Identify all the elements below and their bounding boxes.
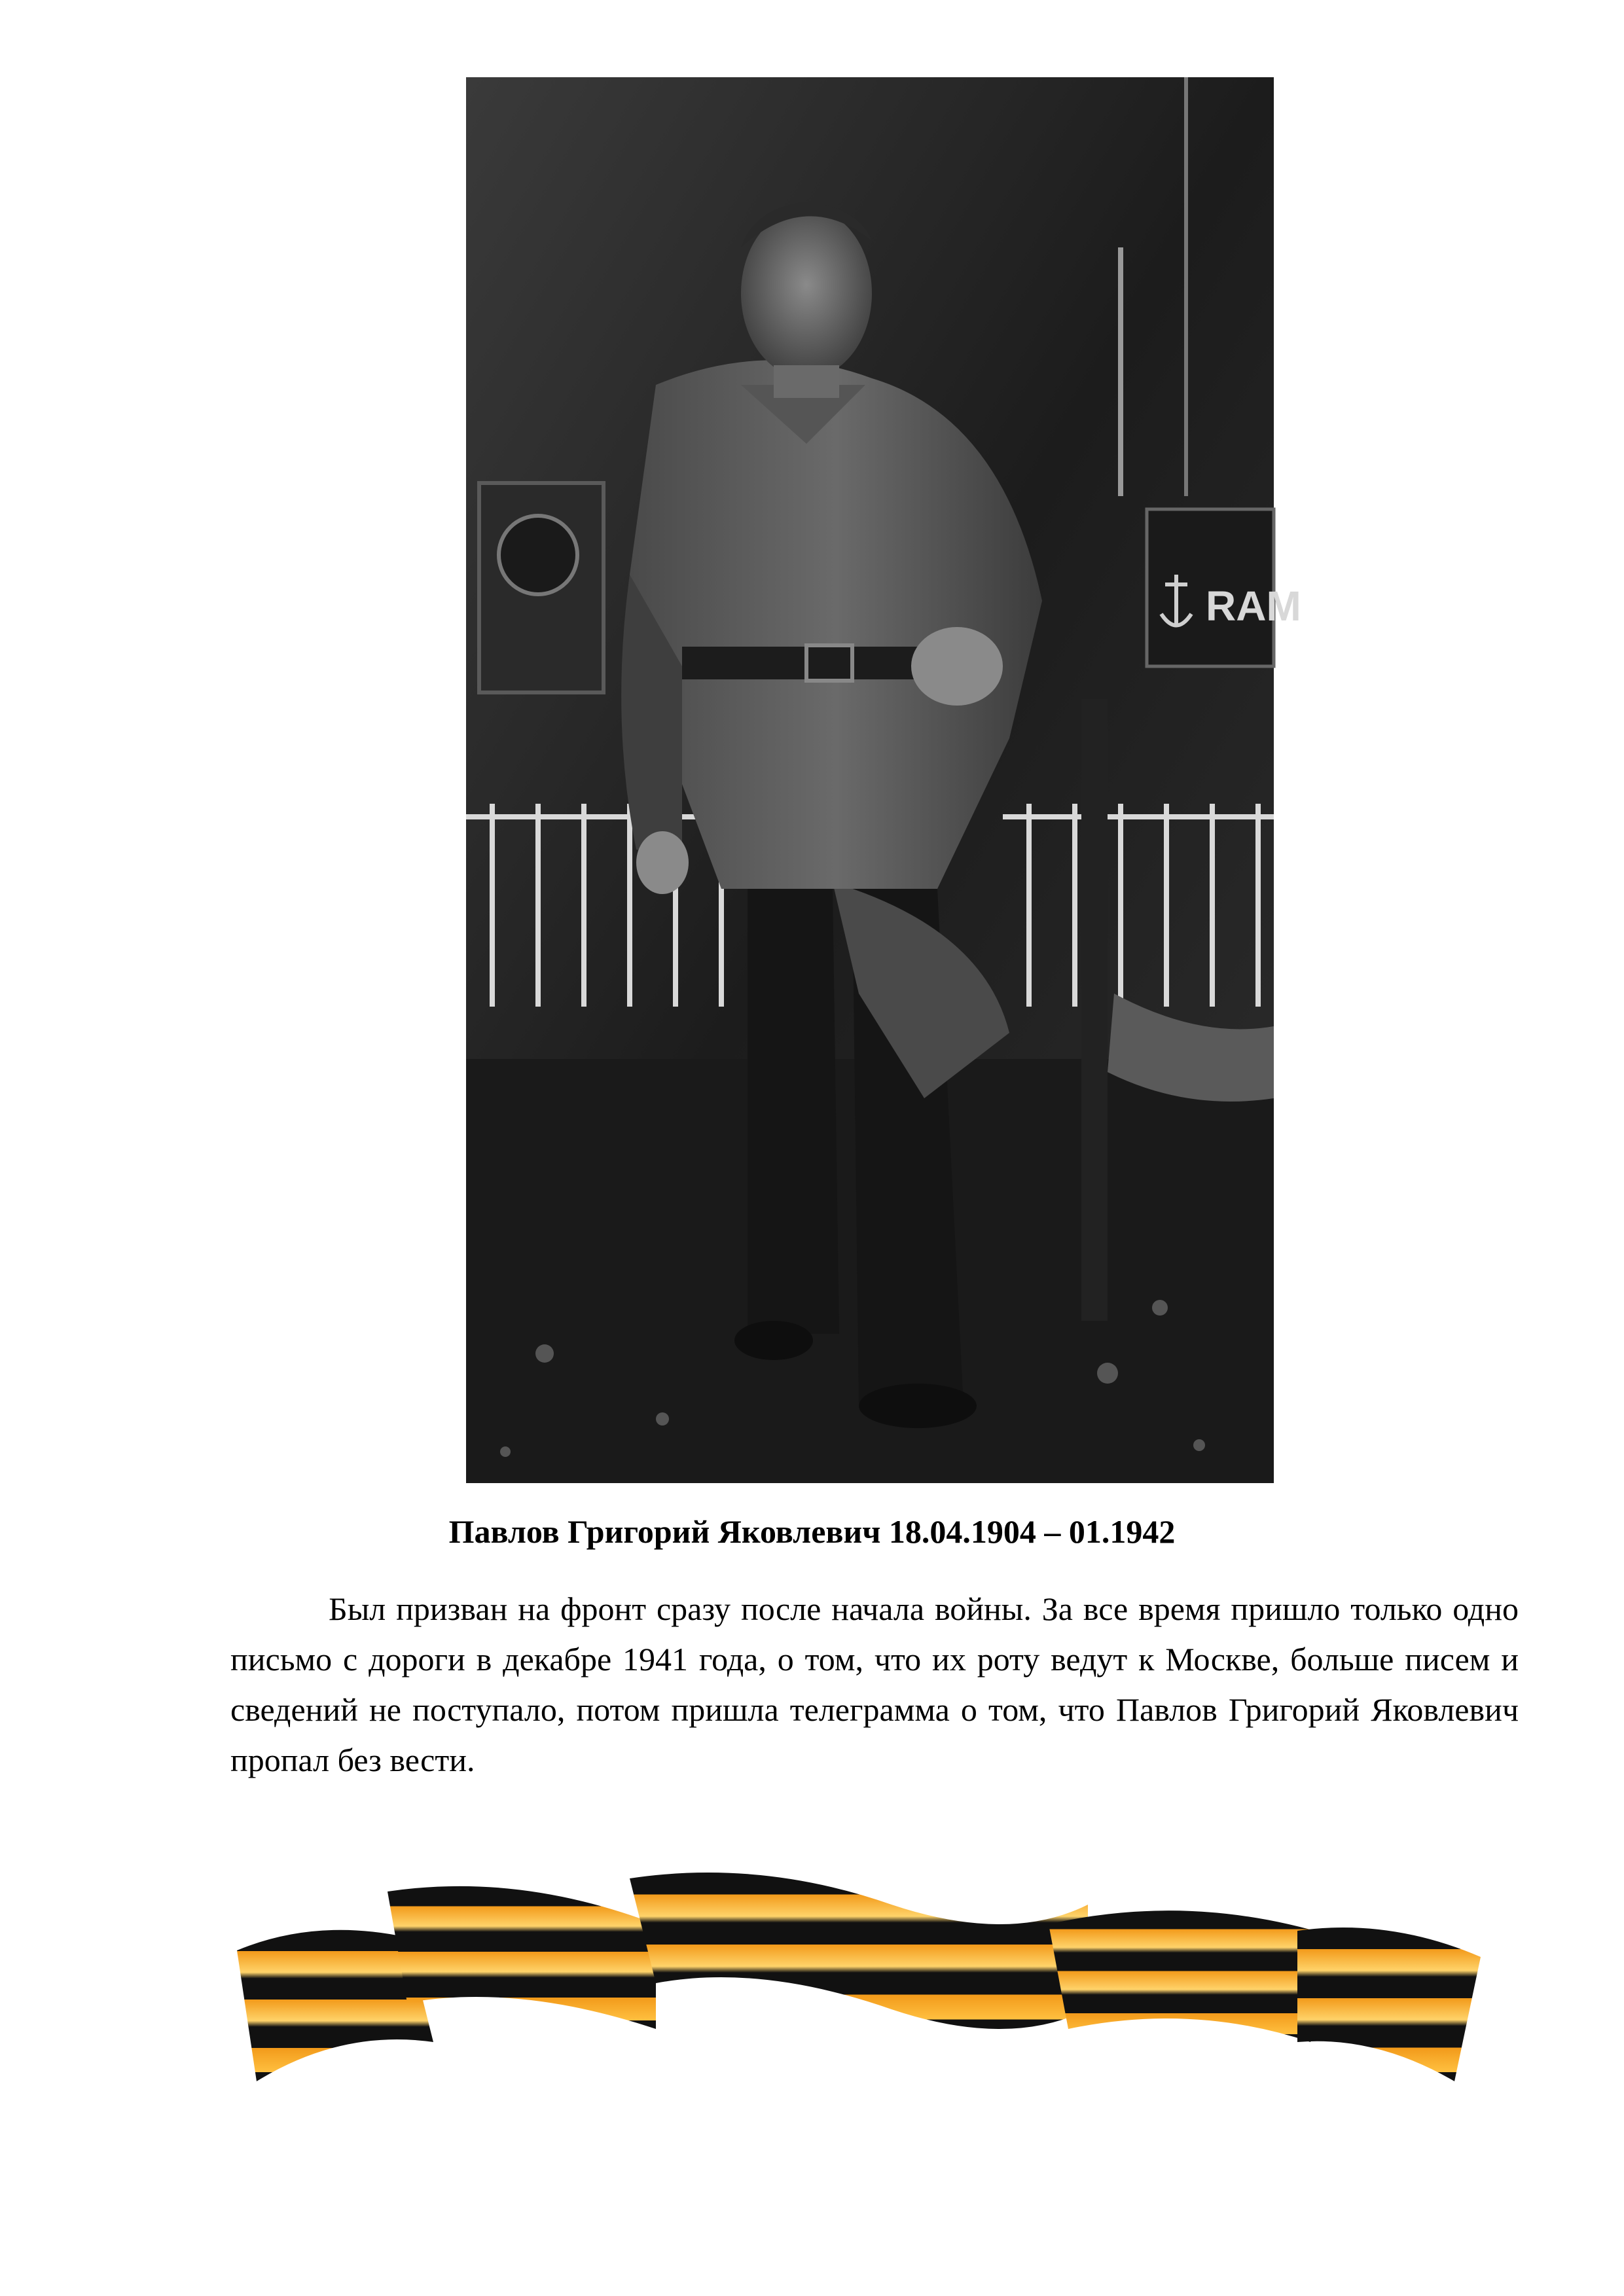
ribbon-drawing: [237, 1865, 1481, 2101]
biography: [230, 1584, 1519, 1785]
st-george-ribbon-icon: [237, 1865, 1481, 2101]
portrait-photo: [466, 77, 1301, 1483]
life-dates: 18.04.1904 – 01.1942: [888, 1513, 1176, 1550]
person-name: Павлов Григорий Яковлевич: [448, 1513, 881, 1550]
sign-text: RAM: [1206, 583, 1301, 630]
portrait-photo-drawing: [466, 77, 1301, 1483]
biography-paragraph: Был призван на фронт сразу после начала войны. За все время пришло только одно письмо с дороги в декабре 1941 года, о том, что их роту ведут к Москве, больше писем и сведений не поступало, потом пришла телеграмма о том, что Павлов Григорий Яковлевич пропал без вести.: [230, 1590, 1519, 1778]
caption: [0, 1512, 1624, 1551]
